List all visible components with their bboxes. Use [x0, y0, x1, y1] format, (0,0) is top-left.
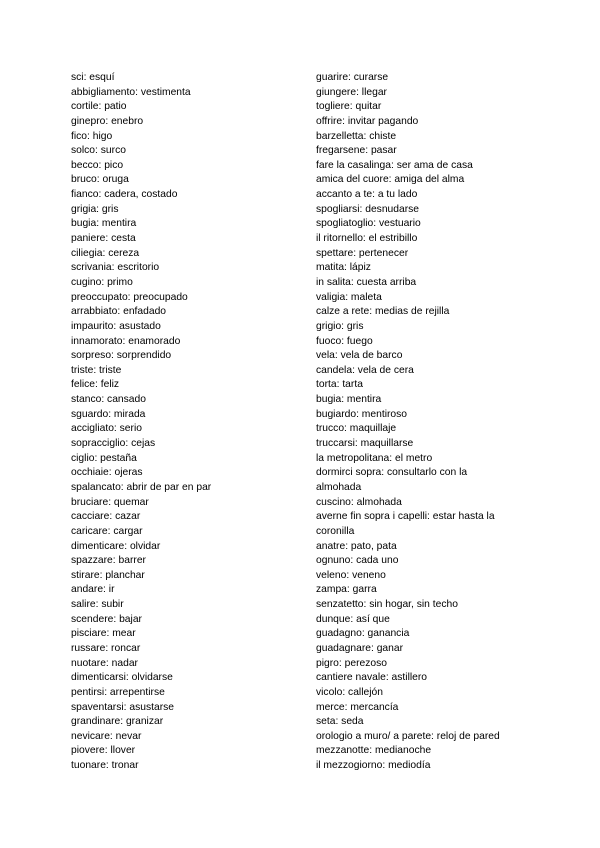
vocabulary-entry: cortile: patio — [71, 101, 127, 113]
vocabulary-entry: mezzanotte: medianoche — [316, 745, 432, 757]
vocabulary-entry: solco: surco — [71, 145, 126, 157]
vocabulary-entry: orologio a muro/ a parete: reloj de pared — [316, 730, 500, 742]
vocabulary-entry: spalancato: abrir de par en par — [71, 481, 212, 493]
vocabulary-entry: grigio: gris — [316, 320, 364, 332]
vocabulary-entry: nevicare: nevar — [71, 730, 142, 742]
vocabulary-entry: pentirsi: arrepentirse — [71, 686, 165, 698]
vocabulary-entry: felice: feliz — [71, 379, 120, 391]
vocabulary-entry: bugia: mentira — [71, 218, 137, 230]
vocabulary-entry: bruco: oruga — [71, 174, 129, 186]
vocabulary-entry: cacciare: cazar — [71, 511, 141, 523]
vocabulary-entry: abbigliamento: vestimenta — [71, 86, 191, 98]
vocabulary-entry: dimenticare: olvidar — [71, 540, 161, 552]
vocabulary-entry: russare: roncar — [71, 642, 141, 654]
vocabulary-entry: nuotare: nadar — [71, 657, 138, 669]
vocabulary-entry: tuonare: tronar — [71, 760, 139, 772]
vocabulary-entry: fianco: cadera, costado — [71, 189, 178, 201]
vocabulary-entry: torta: tarta — [316, 379, 363, 391]
vocabulary-entry: scendere: bajar — [71, 613, 142, 625]
vocabulary-entry: preoccupato: preocupado — [71, 291, 188, 303]
vocabulary-entry: offrire: invitar pagando — [316, 115, 419, 127]
vocabulary-entry: cugino: primo — [71, 276, 133, 288]
vocabulary-entry: pigro: perezoso — [316, 657, 387, 669]
vocabulary-column-left — [71, 71, 301, 774]
vocabulary-entry: dunque: así que — [316, 613, 390, 625]
vocabulary-entry: trucco: maquillaje — [316, 423, 397, 435]
vocabulary-entry: il ritornello: el estribillo — [316, 233, 418, 245]
vocabulary-entry: accanto a te: a tu lado — [316, 189, 418, 201]
vocabulary-entry: ognuno: cada uno — [316, 555, 399, 567]
vocabulary-entry: becco: pico — [71, 159, 124, 171]
vocabulary-entry: la metropolitana: el metro — [316, 452, 433, 464]
vocabulary-entry: ginepro: enebro — [71, 115, 144, 127]
vocabulary-entry: cantiere navale: astillero — [316, 672, 428, 684]
vocabulary-entry: amica del cuore: amiga del alma — [316, 174, 465, 186]
vocabulary-entry: barzelletta: chiste — [316, 130, 397, 142]
vocabulary-entry: almohada — [316, 481, 362, 493]
vocabulary-entry: piovere: llover — [71, 745, 136, 757]
vocabulary-entry: in salita: cuesta arriba — [316, 276, 417, 288]
vocabulary-entry: togliere: quitar — [316, 101, 382, 113]
vocabulary-entry: triste: triste — [71, 364, 122, 376]
vocabulary-entry: coronilla — [316, 525, 355, 537]
vocabulary-entry: vela: vela de barco — [316, 350, 403, 362]
vocabulary-entry: caricare: cargar — [71, 525, 143, 537]
vocabulary-entry: occhiaie: ojeras — [71, 467, 143, 479]
vocabulary-entry: ciliegia: cereza — [71, 247, 140, 259]
vocabulary-entry: dimenticarsi: olvidarse — [71, 672, 173, 684]
vocabulary-entry: ciglio: pestaña — [71, 452, 137, 464]
vocabulary-entry: fare la casalinga: ser ama de casa — [316, 159, 473, 171]
vocabulary-entry: spogliarsi: desnudarse — [316, 203, 420, 215]
vocabulary-entry: pisciare: mear — [71, 628, 136, 640]
vocabulary-entry: truccarsi: maquillarse — [316, 438, 414, 450]
vocabulary-entry: grigia: gris — [71, 203, 119, 215]
vocabulary-entry: anatre: pato, pata — [316, 540, 397, 552]
vocabulary-entry: accigliato: serio — [71, 423, 142, 435]
vocabulary-entry: impaurito: asustado — [71, 320, 161, 332]
vocabulary-entry: spettare: pertenecer — [316, 247, 409, 259]
vocabulary-entry: fico: higo — [71, 130, 113, 142]
vocabulary-entry: andare: ir — [71, 584, 115, 596]
vocabulary-entry: matita: lápiz — [316, 262, 371, 274]
vocabulary-entry: cuscino: almohada — [316, 496, 402, 508]
vocabulary-entry: paniere: cesta — [71, 233, 136, 245]
vocabulary-entry: seta: seda — [316, 716, 364, 728]
vocabulary-column-right — [316, 71, 546, 774]
vocabulary-entry: candela: vela de cera — [316, 364, 414, 376]
vocabulary-entry: senzatetto: sin hogar, sin techo — [316, 599, 458, 611]
vocabulary-entry: spaventarsi: asustarse — [71, 701, 175, 713]
vocabulary-entry: arrabbiato: enfadado — [71, 306, 167, 318]
vocabulary-entry: sorpreso: sorprendido — [71, 350, 172, 362]
vocabulary-entry: spazzare: barrer — [71, 555, 146, 567]
vocabulary-entry: fuoco: fuego — [316, 335, 373, 347]
vocabulary-entry: bugiardo: mentiroso — [316, 408, 408, 420]
vocabulary-entry: vicolo: callejón — [316, 686, 383, 698]
vocabulary-entry: calze a rete: medias de rejilla — [316, 306, 450, 318]
vocabulary-entry: spogliatoglio: vestuario — [316, 218, 421, 230]
vocabulary-entry: sopracciglio: cejas — [71, 438, 156, 450]
vocabulary-entry: bruciare: quemar — [71, 496, 149, 508]
vocabulary-entry: guadagno: ganancia — [316, 628, 410, 640]
vocabulary-entry: guadagnare: ganar — [316, 642, 404, 654]
vocabulary-entry: bugia: mentira — [316, 394, 382, 406]
vocabulary-entry: guarire: curarse — [316, 72, 389, 83]
vocabulary-entry: scrivania: escritorio — [71, 262, 160, 274]
vocabulary-entry: averne fin sopra i capelli: estar hasta la — [316, 511, 495, 523]
vocabulary-entry: dormirci sopra: consultarlo con la — [316, 467, 468, 479]
vocabulary-entry: merce: mercancía — [316, 701, 399, 713]
vocabulary-entry: stirare: planchar — [71, 569, 145, 581]
vocabulary-entry: sguardo: mirada — [71, 408, 146, 420]
vocabulary-entry: il mezzogiorno: mediodía — [316, 760, 431, 772]
vocabulary-entry: fregarsene: pasar — [316, 145, 397, 157]
vocabulary-entry: valigia: maleta — [316, 291, 382, 303]
vocabulary-entry: salire: subir — [71, 599, 124, 611]
vocabulary-entry: giungere: llegar — [316, 86, 387, 98]
vocabulary-entry: grandinare: granizar — [71, 716, 164, 728]
vocabulary-entry: zampa: garra — [316, 584, 377, 596]
vocabulary-entry: sci: esquí — [71, 72, 115, 83]
vocabulary-entry: stanco: cansado — [71, 394, 146, 406]
vocabulary-entry: innamorato: enamorado — [71, 335, 181, 347]
vocabulary-entry: veleno: veneno — [316, 569, 386, 581]
